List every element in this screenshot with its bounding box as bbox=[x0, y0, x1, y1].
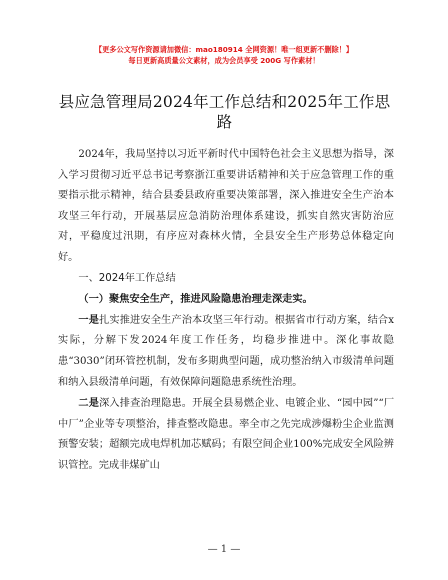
intro-paragraph: 2024年，我局坚持以习近平新时代中国特色社会主义思想为指导，深入学习贯彻习近平总书记考察浙江重要讲话精神和关于应急管理工作的重要指示批示精神，结合县委县政府重要决策部署，深入推进安全生产治本攻坚三年行动，开展基层应急消防治理体系建设，抓实自然灾害防治应对，平稳度过汛期，有序应对森林火情，全县安全生产形势总体稳定向好。 bbox=[58, 149, 394, 263]
page-number: — 1 — bbox=[207, 544, 241, 555]
paragraph-1 bbox=[58, 310, 394, 393]
subsection-heading-1: （一）聚焦安全生产，推进风险隐患治理走深走实。 bbox=[78, 293, 313, 306]
promo-banner-line-1: 【更多公文写作资源请加微信：mao180914 全网资源！唯一组更新不删除！】 bbox=[94, 45, 354, 54]
paragraph-1-text: 扎实推进安全生产治本攻坚三年行动。根据省市行动方案，结合x实际，分解下发2024年度工作任务，均稳步推进中。深化事故隐患“3030”闭环管控机制，发布多期典型问题，成功整治纳入市级清单问题和纳入县级清单问题，有效保障问题隐患系统性治理。 bbox=[58, 314, 395, 388]
paragraph-2-text: 深入排查治理隐患。开展全县易燃企业、电镀企业、“园中园”“厂中厂”企业等专项整治，排查整改隐患。率全市之先完成涉爆粉尘企业监测预警安装；超额完成电焊机加芯赋码；有限空间企业100%完成安全风险辨识管控。完成非煤矿山 bbox=[58, 398, 395, 471]
promo-banner bbox=[0, 44, 448, 66]
document-body bbox=[58, 145, 394, 477]
document-title: 县应急管理局2024年工作总结和2025年工作思路 bbox=[58, 93, 391, 131]
paragraph-2 bbox=[58, 393, 394, 476]
paragraph-1-lead: 一是 bbox=[78, 313, 100, 326]
paragraph-2-lead: 二是 bbox=[78, 397, 100, 410]
section-heading-1: 一、2024年工作总结 bbox=[78, 272, 176, 284]
promo-banner-line-2: 每日更新高质量公文素材，成为会员享受 200G 写作素材！ bbox=[128, 56, 320, 65]
